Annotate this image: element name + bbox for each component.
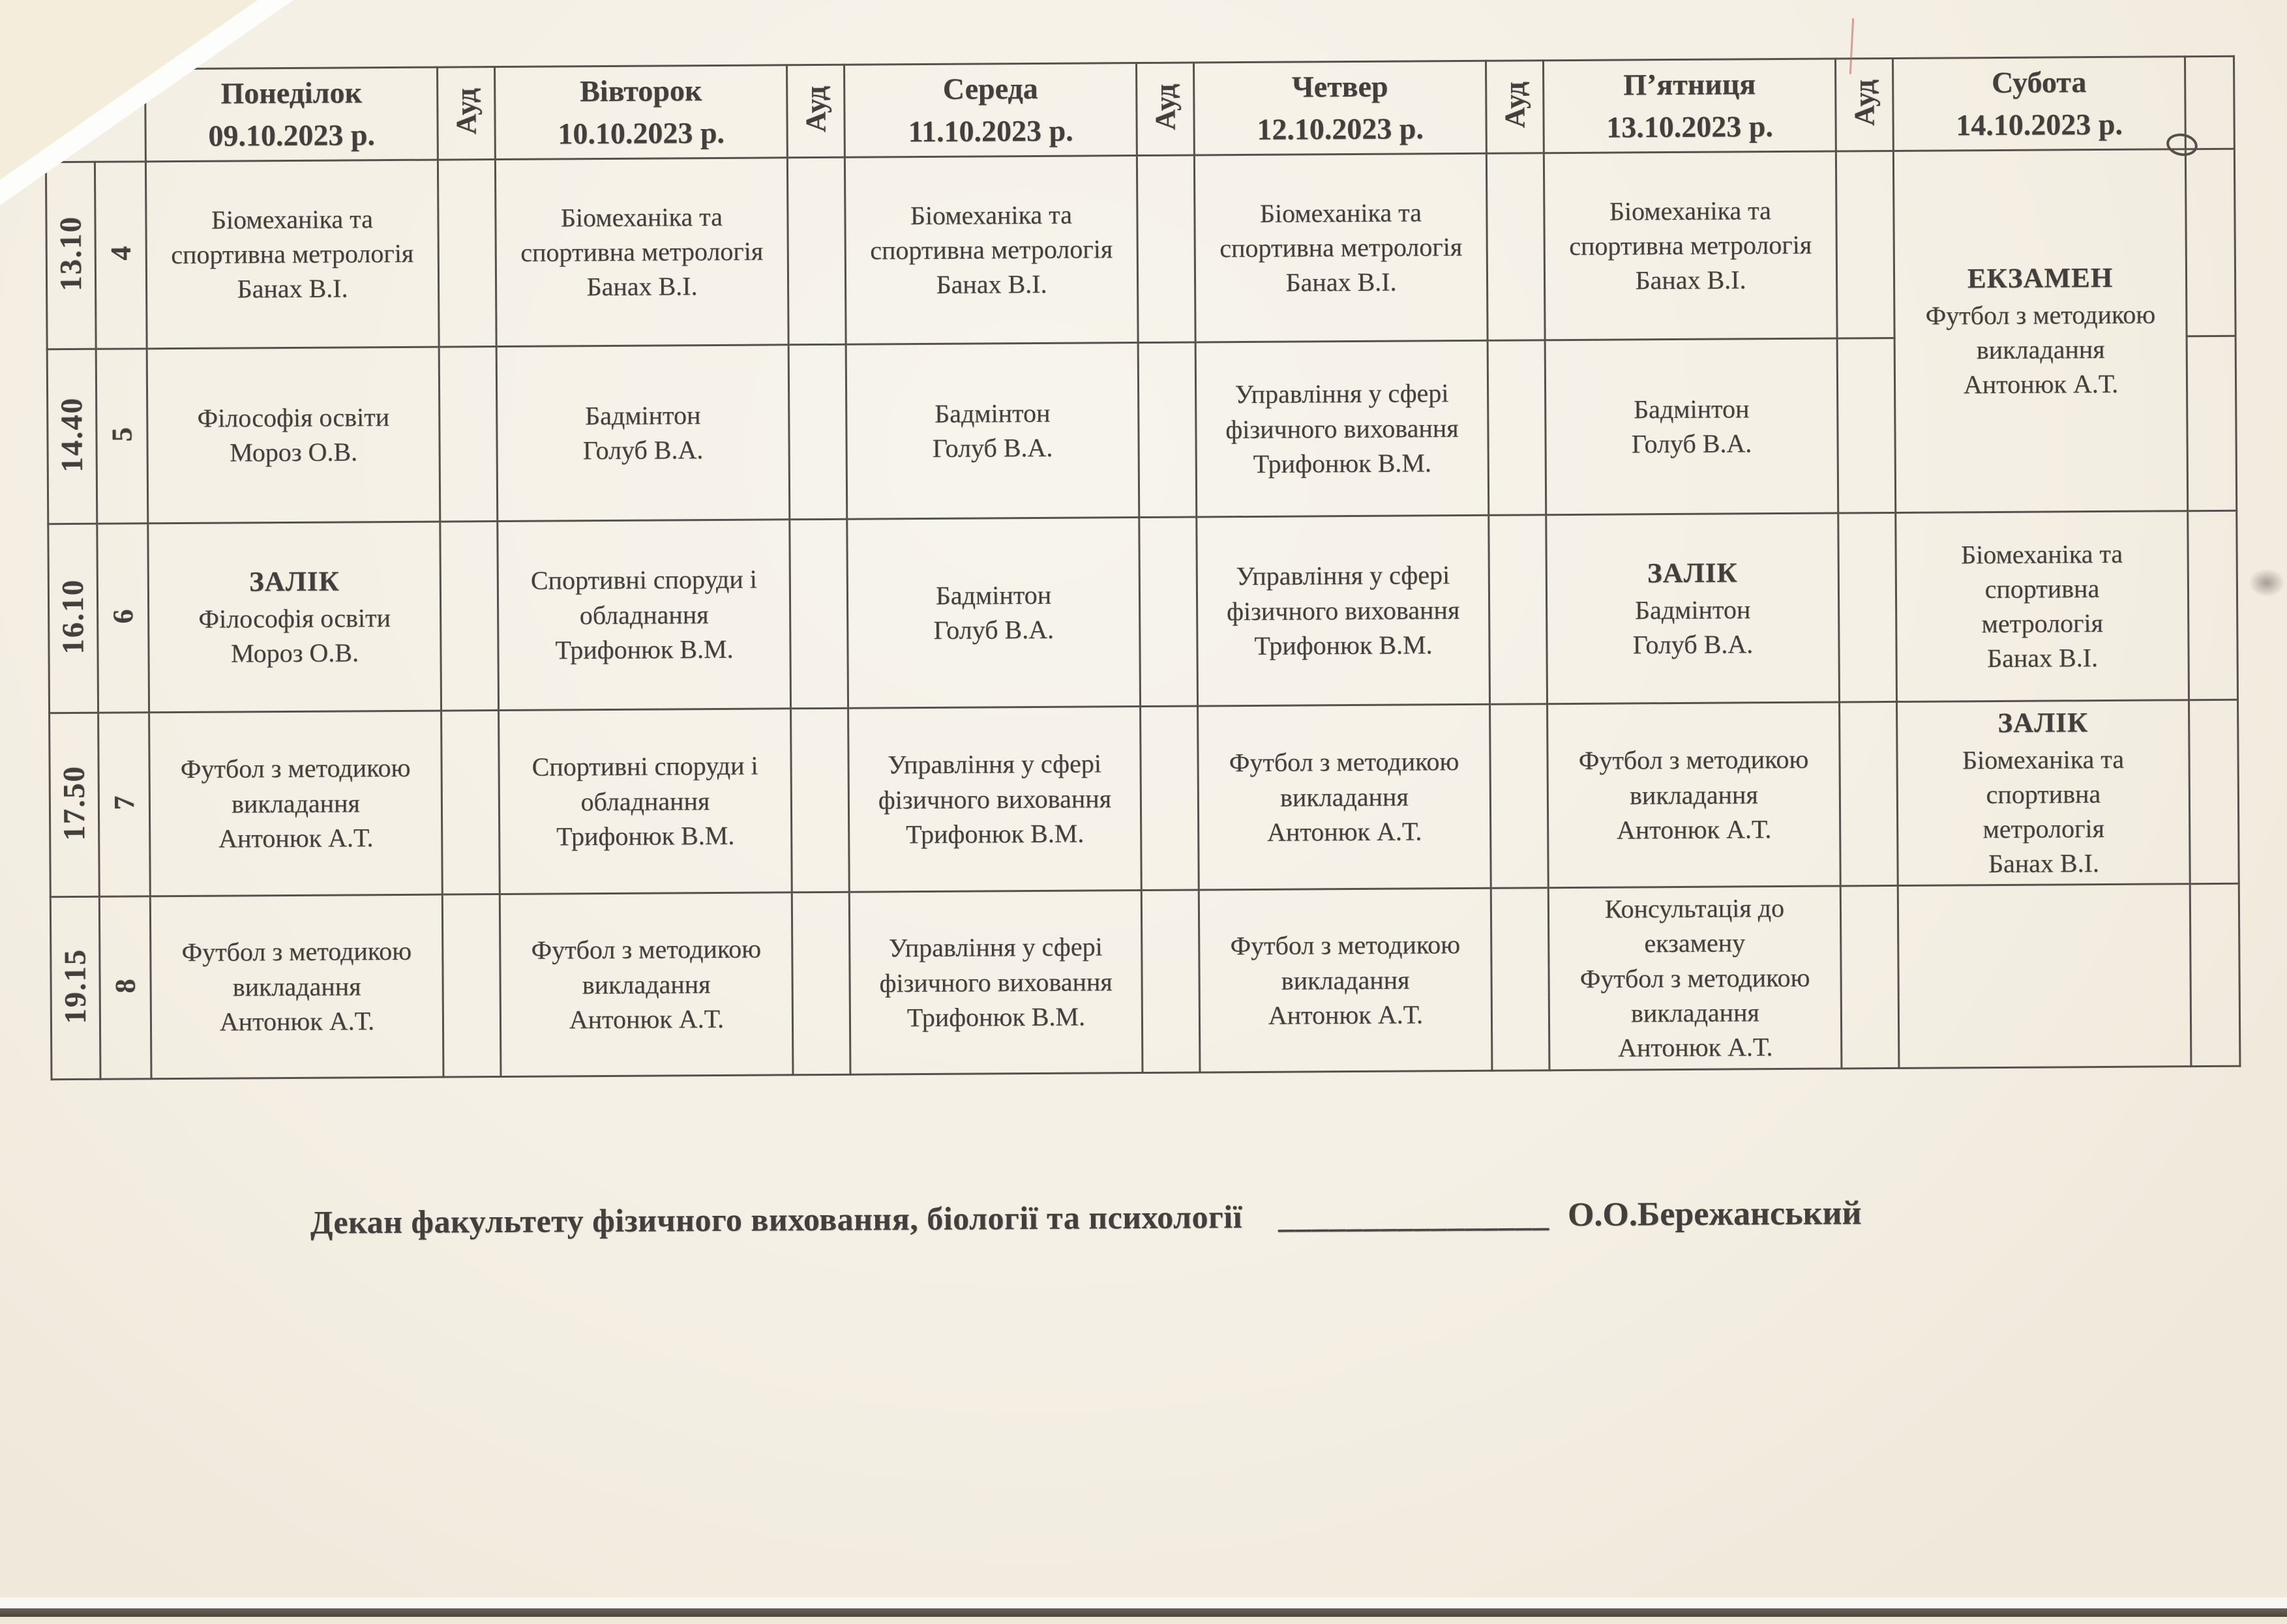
aud-cell xyxy=(441,710,500,894)
lesson-line: Антонюк А.Т. xyxy=(1266,816,1422,847)
aud-cell xyxy=(1840,885,1899,1069)
lesson-line: спортивна xyxy=(1984,573,2100,604)
exam-tag: ЗАЛІК xyxy=(1997,707,2089,739)
lesson-line: фізичного виховання xyxy=(1225,413,1459,444)
aud-label: Ауд xyxy=(800,86,832,133)
lesson-line: Біомеханіка та xyxy=(910,199,1073,231)
lesson-line: Мороз О.В. xyxy=(230,437,358,467)
aud-cell xyxy=(1837,338,1896,513)
signature-line: ________________ xyxy=(1278,1196,1550,1235)
lesson-line: Голуб В.А. xyxy=(582,435,704,465)
lesson-line: Антонюк А.Т. xyxy=(1268,999,1424,1030)
day-date: 14.10.2023 р. xyxy=(1956,108,2123,142)
day-name: Понеділок xyxy=(220,76,363,110)
lesson-line: метрологія xyxy=(1981,608,2104,639)
lesson-line: Філософія освіти xyxy=(198,603,391,634)
schedule-row xyxy=(46,149,2235,349)
day-name: Субота xyxy=(1991,65,2087,100)
aud-cell xyxy=(1489,514,1547,704)
schedule-row xyxy=(50,883,2240,1079)
day-header-monday xyxy=(145,67,438,161)
aud-cell xyxy=(1491,887,1549,1070)
aud-label: Ауд xyxy=(1149,83,1182,131)
time-cell xyxy=(48,524,98,713)
lesson-line: Голуб В.А. xyxy=(933,614,1054,645)
lesson-cell-monday xyxy=(149,711,443,896)
lesson-line: Голуб В.А. xyxy=(932,432,1053,464)
time-label: 13.10 xyxy=(53,216,89,292)
lesson-cell-saturday xyxy=(1893,149,2187,512)
aud-label: Ауд xyxy=(450,88,483,135)
lesson-line: Трифонюк В.М. xyxy=(1253,448,1431,479)
lesson-line: екзамену xyxy=(1644,928,1746,958)
aud-cell xyxy=(787,157,846,345)
day-header-friday xyxy=(1544,59,1836,153)
lesson-line: Бадмінтон xyxy=(1633,394,1750,424)
lesson-line: Консультація до xyxy=(1604,893,1785,924)
lesson-line: Біомеханіка та xyxy=(1962,744,2125,775)
schedule-row xyxy=(50,700,2239,896)
aud-cell xyxy=(1486,153,1545,340)
time-cell xyxy=(46,162,96,349)
aud-cell xyxy=(1141,706,1199,891)
aud-cell xyxy=(1838,512,1897,702)
lesson-line: Трифонюк В.М. xyxy=(1254,630,1433,660)
day-date: 10.10.2023 р. xyxy=(558,116,725,151)
day-name: П’ятниця xyxy=(1623,67,1756,102)
lesson-cell-tuesday xyxy=(495,157,788,346)
aud-cell xyxy=(440,521,499,711)
lesson-line: Футбол з методикою xyxy=(1230,930,1461,961)
lesson-line: Спортивні споруди і xyxy=(531,750,758,782)
lesson-line: фізичного виховання xyxy=(878,783,1112,815)
lesson-line: викладання xyxy=(232,971,361,1002)
time-cell xyxy=(50,896,100,1079)
aud-cell xyxy=(792,892,850,1075)
gray-smudge xyxy=(2249,568,2285,597)
lesson-cell-saturday xyxy=(1896,510,2189,701)
lesson-cell-friday xyxy=(1544,151,1837,340)
aud-cell xyxy=(1138,342,1197,518)
lesson-cell-friday xyxy=(1548,886,1842,1070)
lesson-line: Футбол з методикою xyxy=(531,934,762,966)
lesson-line: Бадмінтон xyxy=(935,580,1052,610)
lesson-line: викладання xyxy=(1976,334,2105,365)
aud-cell xyxy=(790,519,848,709)
lesson-line: викладання xyxy=(1630,997,1759,1028)
lesson-line: Трифонюк В.М. xyxy=(556,820,735,851)
time-label: 14.40 xyxy=(55,396,89,473)
aud-header xyxy=(438,67,496,160)
lesson-line: Бадмінтон xyxy=(934,398,1051,428)
lesson-cell-tuesday xyxy=(499,708,792,894)
last-col-cell xyxy=(2185,149,2235,336)
aud-cell xyxy=(1840,701,1898,886)
aud-header xyxy=(1137,63,1195,155)
aud-cell xyxy=(1141,890,1200,1073)
aud-cell xyxy=(442,894,501,1077)
aud-header xyxy=(1486,61,1544,153)
day-header-wednesday xyxy=(845,63,1137,157)
lesson-cell-thursday xyxy=(1199,888,1492,1072)
lesson-line: спортивна метрологія xyxy=(870,234,1113,265)
lesson-line: Антонюк А.Т. xyxy=(1616,814,1772,845)
lesson-cell-saturday xyxy=(1898,883,2191,1068)
lesson-line: Футбол з методикою xyxy=(180,753,411,784)
day-date: 13.10.2023 р. xyxy=(1606,110,1774,144)
last-col-cell xyxy=(2187,336,2237,510)
lesson-line: Банах В.І. xyxy=(1988,848,2100,879)
lesson-line: Банах В.І. xyxy=(936,269,1047,300)
lesson-line: Футбол з методикою xyxy=(1579,962,1810,994)
time-label: 16.10 xyxy=(55,578,91,655)
lesson-line: Футбол з методикою xyxy=(1578,745,1809,776)
last-col-cell xyxy=(2190,883,2240,1066)
lesson-cell-thursday xyxy=(1197,515,1490,706)
lesson-line: Трифонюк В.М. xyxy=(906,1001,1086,1032)
period-cell xyxy=(95,161,147,348)
day-name: Середа xyxy=(942,71,1038,106)
schedule-table xyxy=(44,55,2241,1080)
lesson-line: Футбол з методикою xyxy=(1229,746,1459,778)
lesson-line: Голуб В.А. xyxy=(1631,428,1752,459)
lesson-line: Управління у сфері xyxy=(1234,378,1449,409)
day-date: 09.10.2023 р. xyxy=(208,118,376,153)
scanner-edge-light xyxy=(0,1597,2287,1608)
aud-cell xyxy=(791,708,850,893)
aud-header xyxy=(787,65,845,157)
lesson-line: Трифонюк В.М. xyxy=(555,634,734,665)
lesson-line: Банах В.І. xyxy=(1635,265,1746,295)
aud-cell xyxy=(1487,340,1546,515)
period-cell xyxy=(97,523,149,712)
aud-cell xyxy=(788,344,847,520)
lesson-line: Банах В.І. xyxy=(237,273,348,304)
lesson-cell-monday xyxy=(147,347,440,524)
last-col-cell xyxy=(2188,510,2238,700)
signature-name: О.О.Бережанський xyxy=(1567,1194,1862,1234)
lesson-line: Бадмінтон xyxy=(1634,595,1751,625)
exam-tag: ЗАЛІК xyxy=(1647,557,1738,589)
lesson-line: Біомеханіка та xyxy=(1961,539,2123,570)
lesson-line: Біомеханіка та xyxy=(211,204,374,235)
lesson-cell-monday xyxy=(148,522,441,713)
lesson-line: спортивна метрологія xyxy=(171,238,414,270)
exam-tag: ЗАЛІК xyxy=(248,566,340,598)
time-label: 17.50 xyxy=(57,765,92,841)
exam-tag: ЕКЗАМЕН xyxy=(1967,262,2114,295)
period-number: 4 xyxy=(104,246,137,261)
lesson-cell-wednesday xyxy=(848,706,1142,892)
lesson-line: Філософія освіти xyxy=(197,402,390,433)
last-col-header xyxy=(2185,56,2234,149)
time-cell xyxy=(50,713,100,896)
lesson-line: Біомеханіка та xyxy=(560,201,723,233)
lesson-line: Банах В.І. xyxy=(1987,643,2099,673)
lesson-line: Антонюк А.Т. xyxy=(1963,369,2119,400)
lesson-cell-tuesday xyxy=(496,344,790,521)
lesson-cell-friday xyxy=(1547,702,1841,888)
lesson-line: викладання xyxy=(1281,965,1410,996)
lesson-line: спортивна xyxy=(1986,778,2101,810)
lesson-line: Футбол з методикою xyxy=(181,936,412,967)
lesson-line: Антонюк А.Т. xyxy=(569,1003,725,1035)
lesson-cell-friday xyxy=(1545,338,1838,515)
signature-row xyxy=(310,1194,1862,1242)
lesson-line: Трифонюк В.М. xyxy=(905,818,1084,849)
lesson-line: Антонюк А.Т. xyxy=(1617,1032,1773,1063)
day-name: Вівторок xyxy=(579,74,702,108)
lesson-cell-wednesday xyxy=(847,517,1141,708)
aud-cell xyxy=(1490,703,1549,888)
time-cell xyxy=(47,349,97,524)
lesson-line: Управління у сфері xyxy=(888,748,1102,780)
time-label: 19.15 xyxy=(58,948,93,1024)
day-date: 12.10.2023 р. xyxy=(1257,111,1424,147)
scanner-edge-dark xyxy=(0,1608,2287,1617)
aud-cell xyxy=(1139,517,1198,707)
lesson-cell-thursday xyxy=(1198,704,1491,890)
lesson-line: Бадмінтон xyxy=(585,400,701,431)
aud-cell xyxy=(1137,155,1195,343)
day-header-thursday xyxy=(1194,61,1487,155)
lesson-cell-thursday xyxy=(1195,340,1489,517)
lesson-cell-wednesday xyxy=(845,155,1138,344)
lesson-line: викладання xyxy=(1629,779,1758,810)
aud-header xyxy=(1835,58,1893,151)
last-col-cell xyxy=(2189,700,2239,883)
aud-cell xyxy=(1836,151,1894,338)
aud-cell xyxy=(439,346,498,522)
aud-cell xyxy=(438,159,496,347)
lesson-cell-thursday xyxy=(1194,153,1487,342)
lesson-line: Футбол з методикою xyxy=(1925,299,2156,331)
lesson-line: Біомеханіка та xyxy=(1609,195,1772,226)
period-cell xyxy=(98,712,151,896)
lesson-line: спортивна метрологія xyxy=(1219,232,1463,263)
lesson-cell-tuesday xyxy=(500,892,793,1076)
period-number: 5 xyxy=(106,427,138,442)
lesson-cell-monday xyxy=(150,894,443,1079)
lesson-line: спортивна метрологія xyxy=(520,236,764,267)
lesson-line: обладнання xyxy=(580,786,710,816)
lesson-line: Мороз О.В. xyxy=(230,638,359,668)
header-row xyxy=(46,56,2235,162)
lesson-line: метрологія xyxy=(1982,814,2105,844)
day-header-saturday xyxy=(1892,57,2185,151)
lesson-line: фізичного виховання xyxy=(1226,595,1460,626)
lesson-line: Управління у сфері xyxy=(888,932,1103,963)
day-header-tuesday xyxy=(495,65,788,159)
lesson-cell-tuesday xyxy=(498,519,791,710)
lesson-line: фізичного виховання xyxy=(879,966,1113,998)
signature-label: Декан факультету фізичного виховання, біології та психології xyxy=(310,1198,1243,1241)
lesson-line: Голуб В.А. xyxy=(1632,629,1754,660)
day-date: 11.10.2023 р. xyxy=(908,113,1073,149)
lesson-line: Банах В.І. xyxy=(1285,267,1397,297)
lesson-cell-saturday xyxy=(1897,700,2190,885)
lesson-line: викладання xyxy=(1279,782,1409,812)
period-cell xyxy=(99,896,151,1078)
lesson-cell-friday xyxy=(1546,513,1840,704)
lesson-cell-monday xyxy=(145,160,439,349)
aud-label: Ауд xyxy=(1848,80,1881,126)
lesson-line: обладнання xyxy=(579,599,709,630)
lesson-line: Антонюк А.Т. xyxy=(219,1005,375,1037)
period-number: 6 xyxy=(107,609,140,624)
day-name: Четвер xyxy=(1291,69,1388,104)
lesson-line: спортивна метрологія xyxy=(1569,229,1812,261)
lesson-line: Біомеханіка та xyxy=(1259,198,1422,228)
lesson-line: викладання xyxy=(231,788,360,819)
schedule-row xyxy=(48,510,2238,713)
lesson-line: Управління у сфері xyxy=(1236,560,1450,591)
period-number: 7 xyxy=(108,795,140,810)
lesson-cell-wednesday xyxy=(849,890,1143,1074)
aud-label: Ауд xyxy=(1499,81,1531,128)
lesson-line: Антонюк А.Т. xyxy=(218,822,374,853)
period-cell xyxy=(96,348,148,523)
period-number: 8 xyxy=(109,979,142,994)
lesson-line: викладання xyxy=(582,969,711,999)
lesson-line: Банах В.І. xyxy=(586,271,698,302)
lesson-cell-wednesday xyxy=(846,342,1139,519)
lesson-line: Спортивні споруди і xyxy=(530,564,757,596)
